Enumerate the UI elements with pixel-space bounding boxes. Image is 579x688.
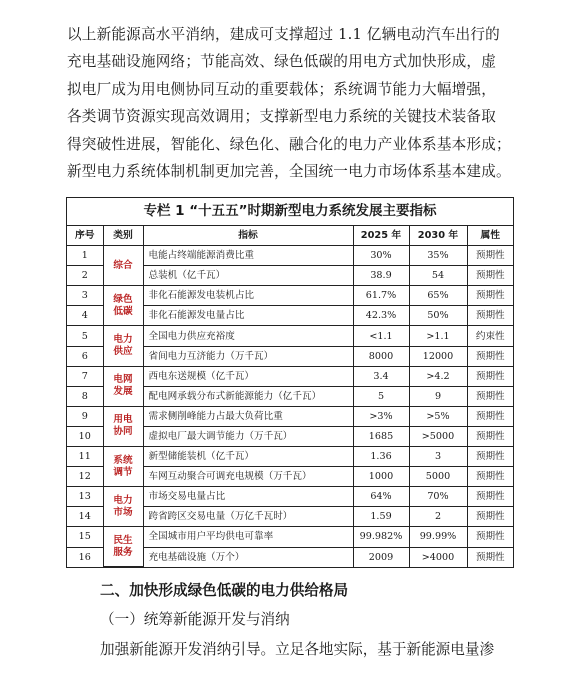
indicator-cell: 充电基础设施（万个） <box>143 547 353 567</box>
indicator-cell: 市场交易电量占比 <box>143 487 353 507</box>
value-2025-cell: 1000 <box>353 467 409 487</box>
value-2025-cell: 99.982% <box>353 527 409 547</box>
indicator-cell: 全国城市用户平均供电可靠率 <box>143 527 353 547</box>
intro-line: 充电基础设施网络；节能高效、绿色低碳的用电方式加快形成，虚 <box>67 53 497 71</box>
row-number: 5 <box>67 326 103 346</box>
attribute-cell: 预期性 <box>467 266 513 286</box>
attribute-cell: 预期性 <box>467 426 513 446</box>
value-2025-cell: 38.9 <box>353 266 409 286</box>
table-body <box>67 246 513 567</box>
indicator-cell: 跨省跨区交易电量（万亿千瓦时） <box>143 507 353 527</box>
indicator-table-box <box>66 197 514 568</box>
header-cell: 2030 年 <box>409 226 467 246</box>
value-2030-cell: 2 <box>409 507 467 527</box>
row-number: 4 <box>67 306 103 326</box>
category-cell <box>103 246 143 286</box>
indicator-cell: 电能占终端能源消费比重 <box>143 246 353 266</box>
value-2025-cell: 1685 <box>353 426 409 446</box>
value-2030-cell: 99.99% <box>409 527 467 547</box>
row-number: 10 <box>67 426 103 446</box>
category-cell <box>103 527 143 567</box>
row-number: 14 <box>67 507 103 527</box>
indicator-cell: 新型储能装机（亿千瓦） <box>143 447 353 467</box>
category-label: 民生 <box>113 534 133 546</box>
row-number: 3 <box>67 286 103 306</box>
row-number: 6 <box>67 346 103 366</box>
value-2030-cell: >4000 <box>409 547 467 567</box>
row-number: 16 <box>67 547 103 567</box>
intro-line: 以上新能源高水平消纳，建成可支撑超过 1.1 亿辆电动汽车出行的 <box>67 26 500 43</box>
intro-line: 各类调节资源实现高效调用；支撑新型电力系统的关键技术装备取 <box>67 108 497 126</box>
value-2025-cell: >3% <box>353 406 409 426</box>
value-2025-cell: 61.7% <box>353 286 409 306</box>
value-2025-cell: 64% <box>353 487 409 507</box>
value-2030-cell: 9 <box>409 386 467 406</box>
row-number: 1 <box>67 246 103 266</box>
attribute-cell: 预期性 <box>467 346 513 366</box>
value-2030-cell: >4.2 <box>409 366 467 386</box>
value-2025-cell: 1.59 <box>353 507 409 527</box>
category-label: 用电 <box>113 414 133 426</box>
value-2025-cell: 42.3% <box>353 306 409 326</box>
value-2025-cell: 1.36 <box>353 447 409 467</box>
table-row <box>67 366 513 386</box>
row-number: 11 <box>67 447 103 467</box>
indicator-cell: 西电东送规模（亿千瓦） <box>143 366 353 386</box>
indicator-cell: 非化石能源发电量占比 <box>143 306 353 326</box>
category-label: 低碳 <box>113 305 133 317</box>
table-row <box>67 447 513 467</box>
attribute-cell: 预期性 <box>467 286 513 306</box>
category-label: 服务 <box>113 546 133 558</box>
value-2030-cell: 12000 <box>409 346 467 366</box>
table-row <box>67 326 513 346</box>
table-header-row <box>67 226 513 246</box>
category-cell <box>103 286 143 326</box>
indicator-cell: 虚拟电厂最大调节能力（万千瓦） <box>143 426 353 446</box>
header-cell: 指标 <box>143 226 353 246</box>
category-cell <box>103 366 143 406</box>
table-row <box>67 527 513 547</box>
attribute-cell: 预期性 <box>467 406 513 426</box>
header-cell: 序号 <box>67 226 103 246</box>
attribute-cell: 预期性 <box>467 246 513 266</box>
category-label: 绿色 <box>113 293 133 305</box>
table-row <box>67 406 513 426</box>
value-2025-cell: 30% <box>353 246 409 266</box>
attribute-cell: 预期性 <box>467 547 513 567</box>
category-label: 系统 <box>113 454 133 466</box>
value-2030-cell: 65% <box>409 286 467 306</box>
attribute-cell: 预期性 <box>467 507 513 527</box>
row-number: 7 <box>67 366 103 386</box>
value-2030-cell: 5000 <box>409 467 467 487</box>
indicator-table <box>67 226 513 567</box>
intro-line: 新型电力系统体制机制更加完善，全国统一电力市场体系基本建成。 <box>67 163 511 181</box>
value-2025-cell: 2009 <box>353 547 409 567</box>
header-cell: 2025 年 <box>353 226 409 246</box>
value-2030-cell: 35% <box>409 246 467 266</box>
section-heading: 二、加快形成绿色低碳的电力供给格局 <box>100 582 349 599</box>
attribute-cell: 预期性 <box>467 447 513 467</box>
category-label: 电网 <box>113 374 133 386</box>
table-title: 专栏 1 “十五五”时期新型电力系统发展主要指标 <box>67 198 513 226</box>
value-2030-cell: 50% <box>409 306 467 326</box>
attribute-cell: 预期性 <box>467 306 513 326</box>
intro-line: 得突破性进展，智能化、绿色化、融合化的电力产业体系基本形成； <box>67 135 511 153</box>
indicator-cell: 车网互动聚合可调充电规模（万千瓦） <box>143 467 353 487</box>
category-label: 电力 <box>113 494 133 506</box>
category-cell <box>103 487 143 527</box>
attribute-cell: 约束性 <box>467 326 513 346</box>
row-number: 12 <box>67 467 103 487</box>
sub-heading: （一）统筹新能源开发与消纳 <box>100 611 290 628</box>
value-2030-cell: >1.1 <box>409 326 467 346</box>
indicator-cell: 非化石能源发电装机占比 <box>143 286 353 306</box>
value-2025-cell: 5 <box>353 386 409 406</box>
indicator-cell: 省间电力互济能力（万千瓦） <box>143 346 353 366</box>
value-2025-cell: 8000 <box>353 346 409 366</box>
row-number: 8 <box>67 386 103 406</box>
value-2025-cell: <1.1 <box>353 326 409 346</box>
row-number: 13 <box>67 487 103 507</box>
indicator-cell: 需求侧削峰能力占最大负荷比重 <box>143 406 353 426</box>
value-2030-cell: >5% <box>409 406 467 426</box>
row-number: 2 <box>67 266 103 286</box>
attribute-cell: 预期性 <box>467 366 513 386</box>
category-label: 协同 <box>113 426 133 438</box>
attribute-cell: 预期性 <box>467 467 513 487</box>
header-cell: 属性 <box>467 226 513 246</box>
body-paragraph: 加强新能源开发消纳引导。立足各地实际，基于新能源电量渗 <box>100 641 495 658</box>
value-2030-cell: 70% <box>409 487 467 507</box>
intro-paragraph <box>67 21 513 185</box>
indicator-cell: 配电网承载分布式新能源能力（亿千瓦） <box>143 386 353 406</box>
row-number: 9 <box>67 406 103 426</box>
category-label: 市场 <box>113 506 133 518</box>
attribute-cell: 预期性 <box>467 487 513 507</box>
category-cell <box>103 447 143 487</box>
value-2025-cell: 3.4 <box>353 366 409 386</box>
attribute-cell: 预期性 <box>467 386 513 406</box>
indicator-cell: 全国电力供应充裕度 <box>143 326 353 346</box>
category-label: 发展 <box>113 386 133 398</box>
indicator-cell: 总装机（亿千瓦） <box>143 266 353 286</box>
category-label: 供应 <box>113 346 133 358</box>
table-row <box>67 487 513 507</box>
category-label: 电力 <box>113 334 133 346</box>
table-row <box>67 246 513 266</box>
value-2030-cell: 54 <box>409 266 467 286</box>
category-cell <box>103 406 143 446</box>
table-row <box>67 286 513 306</box>
category-cell <box>103 326 143 366</box>
row-number: 15 <box>67 527 103 547</box>
category-label: 调节 <box>113 466 133 478</box>
intro-line: 拟电厂成为用电侧协同互动的重要载体；系统调节能力大幅增强， <box>67 80 497 98</box>
attribute-cell: 预期性 <box>467 527 513 547</box>
value-2030-cell: >5000 <box>409 426 467 446</box>
category-label: 综合 <box>113 259 133 271</box>
header-cell: 类别 <box>103 226 143 246</box>
value-2030-cell: 3 <box>409 447 467 467</box>
